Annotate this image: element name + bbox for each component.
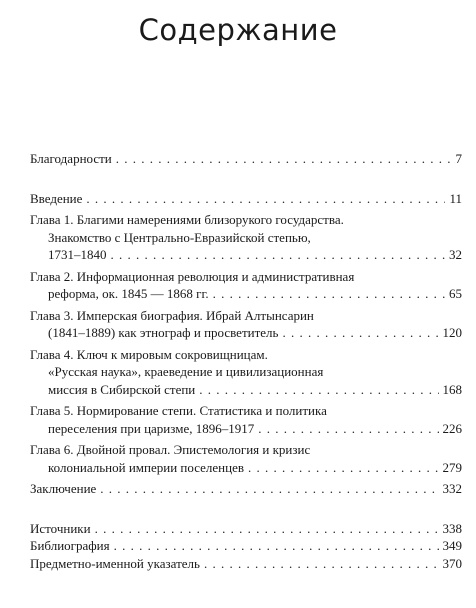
- toc-page-number: 120: [442, 325, 462, 340]
- page-title: Содержание: [138, 13, 338, 47]
- toc-page-number: 11: [449, 190, 462, 206]
- toc-entry-index[interactable]: [30, 555, 462, 573]
- toc-page-number: 370: [442, 555, 462, 571]
- toc-page-number: 338: [442, 520, 462, 536]
- dot-leader: [248, 459, 439, 472]
- dot-leader: [204, 555, 439, 568]
- toc-entry-title: Источники: [30, 520, 91, 536]
- dot-leader: [95, 520, 439, 533]
- dot-leader: [111, 246, 446, 259]
- dot-leader: [282, 324, 438, 337]
- toc-entry-title-continued: (1841–1889) как этнограф и просветитель: [48, 325, 279, 340]
- toc-page-number: 349: [442, 538, 462, 553]
- toc-entry-sources[interactable]: [30, 520, 462, 538]
- toc-entry-title: Глава 6. Двойной провал. Эпистемология и кризис: [30, 442, 311, 457]
- toc-page-number: 7: [455, 151, 462, 166]
- toc-entry-title: Глава 4. Ключ к мировым сокровищницам.: [30, 346, 268, 362]
- toc-page-number: 279: [442, 459, 462, 475]
- toc-entry-title-continued: переселения при царизме, 1896–1917: [48, 420, 255, 436]
- toc-entry-chapter-2[interactable]: [30, 268, 462, 303]
- toc-entry-chapter-5[interactable]: [30, 402, 462, 437]
- toc-entry-title: Заключение: [30, 481, 97, 496]
- toc-entry-title-continued: реформа, ок. 1845 — 1868 гг.: [48, 286, 209, 301]
- toc-entry-title: Глава 2. Информационная революция и административная: [30, 268, 355, 284]
- toc-entry-chapter-6[interactable]: [30, 441, 462, 476]
- toc-entry-title-continued: «Русская наука», краеведение и цивилизационная: [48, 364, 324, 379]
- dot-leader: [114, 537, 439, 550]
- toc-page-number: 65: [449, 286, 462, 301]
- toc-entry-acknowledgements[interactable]: [30, 150, 462, 168]
- toc-entry-title: Библиография: [30, 538, 110, 553]
- toc-entry-introduction[interactable]: [30, 190, 462, 208]
- toc-entry-title: Глава 5. Нормирование степи. Статистика и политика: [30, 403, 327, 418]
- dot-leader: [100, 480, 438, 493]
- toc-entry-chapter-1[interactable]: [30, 211, 462, 264]
- dot-leader: [213, 285, 445, 298]
- toc-entry-title: Введение: [30, 190, 83, 206]
- toc-page-number: 226: [442, 420, 462, 436]
- toc-entry-chapter-3[interactable]: [30, 307, 462, 342]
- dot-leader: [199, 381, 438, 394]
- dot-leader: [258, 420, 438, 433]
- dot-leader: [116, 150, 452, 163]
- toc-entry-title-continued: Знакомство с Центрально-Евразийской степью,: [48, 229, 311, 245]
- toc-entry-title: Предметно-именной указатель: [30, 555, 200, 571]
- toc-page-number: 32: [449, 247, 462, 262]
- toc-entry-title: Благодарности: [30, 151, 112, 166]
- toc-page-number: 168: [442, 381, 462, 397]
- toc-entry-conclusion[interactable]: [30, 480, 462, 498]
- table-of-contents: [30, 150, 462, 572]
- toc-entry-title-continued: колониальной империи поселенцев: [48, 459, 244, 475]
- toc-entry-bibliography[interactable]: [30, 537, 462, 555]
- toc-entry-title: Глава 3. Имперская биография. Ибрай Алтынсарин: [30, 307, 314, 323]
- toc-entry-title: Глава 1. Благими намерениями близорукого государства.: [30, 212, 344, 227]
- dot-leader: [86, 190, 445, 203]
- toc-entry-title-continued: миссия в Сибирской степи: [48, 381, 196, 397]
- toc-entry-chapter-4[interactable]: [30, 346, 462, 399]
- toc-page-number: 332: [442, 481, 462, 496]
- toc-entry-title-continued: 1731–1840: [48, 247, 107, 262]
